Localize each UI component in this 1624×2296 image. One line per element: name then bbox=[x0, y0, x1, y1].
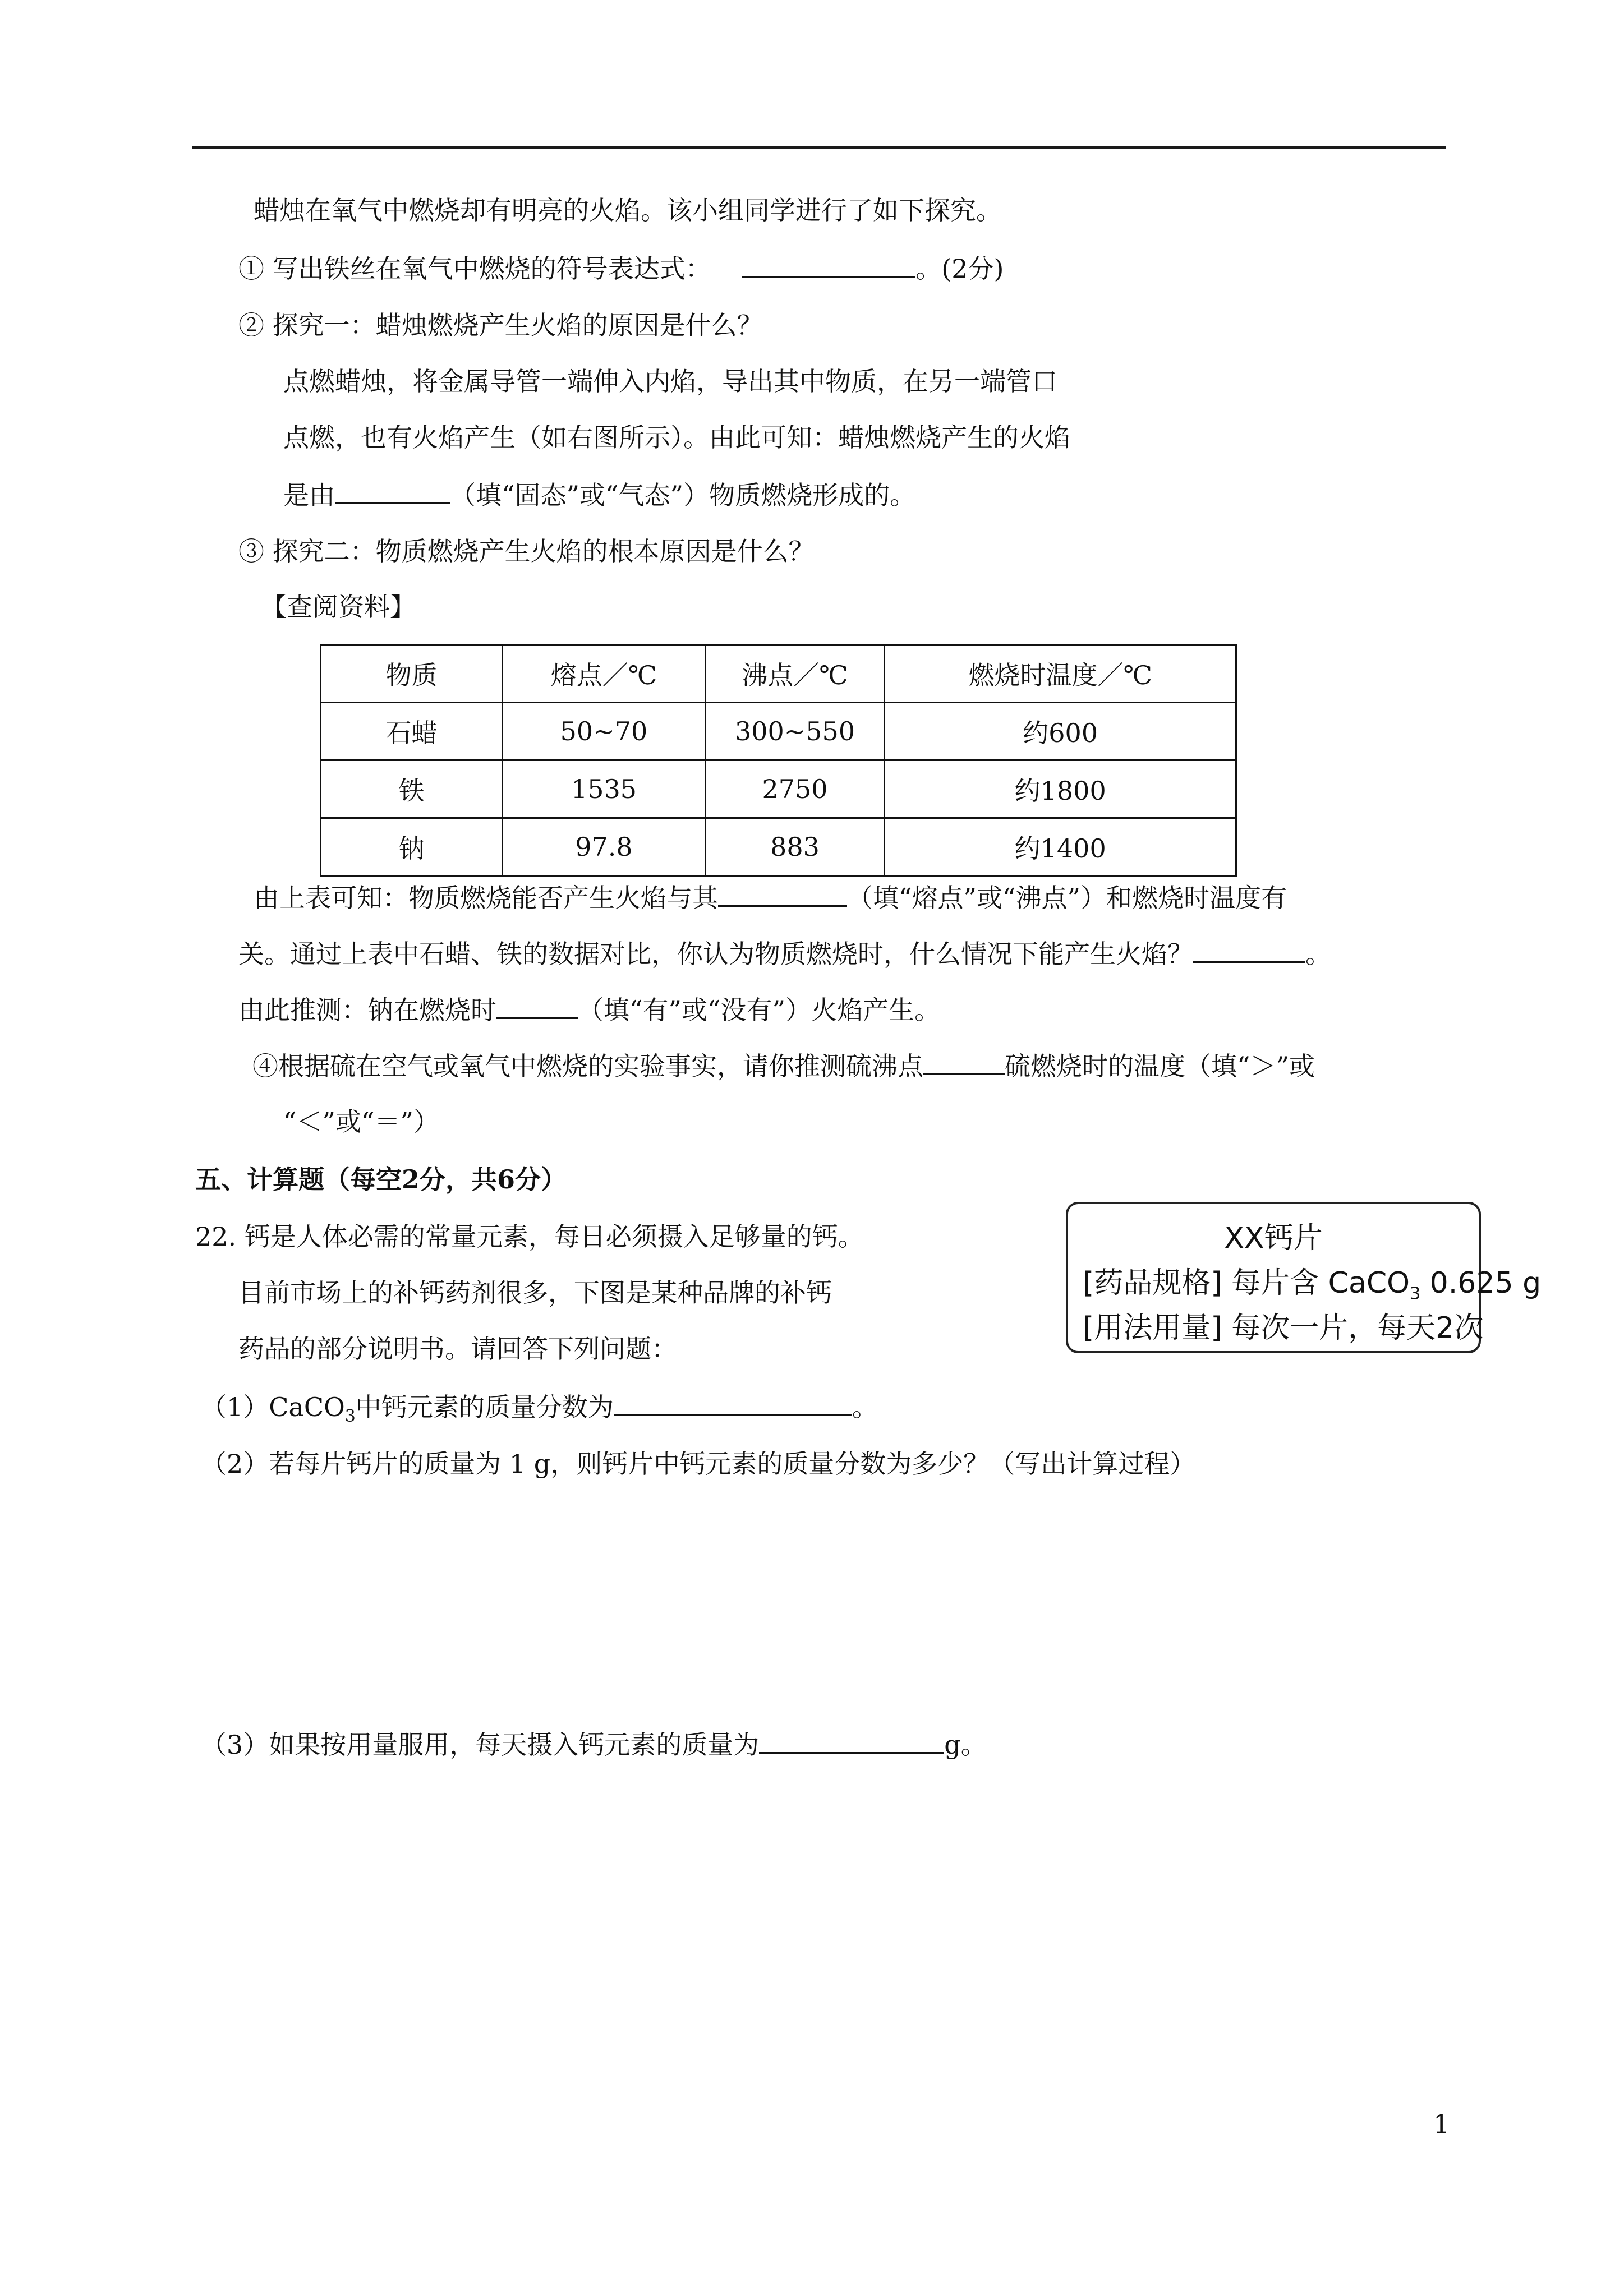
question-2-line-3 bbox=[283, 478, 915, 512]
part-2-line: （2）若每片钙片的质量为 1 g，则钙片中钙元素的质量分数为多少？（写出计算过程） bbox=[201, 1449, 1196, 1479]
part-1-answer-blank[interactable] bbox=[614, 1390, 852, 1416]
table-header-cell: 沸点／℃ bbox=[705, 645, 885, 703]
melting-boiling-answer-blank[interactable] bbox=[718, 880, 847, 907]
intro-text: 蜡烛在氧气中燃烧却有明亮的火焰。该小组同学进行了如下探究。 bbox=[254, 195, 1002, 225]
table-cell: 约1400 bbox=[885, 818, 1236, 876]
table-cell: 883 bbox=[705, 818, 885, 876]
table-row bbox=[321, 818, 1236, 876]
after-table-line-2-end: 。 bbox=[1305, 939, 1331, 969]
question-2-line-3-end: （填“固态”或“气态”）物质燃烧形成的。 bbox=[450, 480, 916, 510]
table-header-cell: 燃烧时温度／℃ bbox=[885, 645, 1236, 703]
medicine-spec-row bbox=[1083, 1259, 1541, 1303]
part-1-text: 中钙元素的质量分数为 bbox=[355, 1392, 614, 1422]
table-cell: 1535 bbox=[503, 760, 705, 818]
question-2-line-1: 点燃蜡烛，将金属导管一端伸入内焰，导出其中物质，在另一端管口 bbox=[283, 366, 1057, 397]
table-cell: 300~550 bbox=[705, 703, 885, 760]
question-3-title: 探究二：物质燃烧产生火焰的根本原因是什么？ bbox=[272, 536, 815, 566]
after-table-line-2-start: 关。通过上表中石蜡、铁的数据对比，你认为物质燃烧时，什么情况下能产生火焰？ bbox=[238, 939, 1193, 969]
header-rule bbox=[192, 146, 1446, 149]
table-header-row bbox=[321, 645, 1236, 703]
part-3-tail: g。 bbox=[944, 1730, 987, 1760]
question-3-title-line bbox=[238, 534, 815, 568]
medicine-usage-row bbox=[1083, 1304, 1483, 1346]
sulfur-compare-answer-blank[interactable] bbox=[923, 1049, 1005, 1075]
question-2-line-2: 点燃，也有火焰产生（如右图所示）。由此可知：蜡烛燃烧产生的火焰 bbox=[283, 422, 1070, 453]
question-4-start: ④根据硫在空气或氧气中燃烧的实验事实，请你推测硫沸点 bbox=[252, 1051, 923, 1081]
medicine-label-box bbox=[1066, 1202, 1542, 1353]
table-cell: 2750 bbox=[705, 760, 885, 818]
part-3-answer-blank[interactable] bbox=[759, 1727, 944, 1754]
question-2-title: 探究一：蜡烛燃烧产生火焰的原因是什么？ bbox=[272, 310, 763, 340]
part-3-line bbox=[201, 1727, 987, 1762]
question-2-answer-blank[interactable] bbox=[335, 478, 450, 504]
table-cell: 97.8 bbox=[503, 818, 705, 876]
after-table-line-3-end: （填“有”或“没有”）火焰产生。 bbox=[578, 995, 941, 1025]
question-1 bbox=[238, 251, 1004, 285]
question-2-number: ② bbox=[238, 310, 264, 340]
section-5-heading: 五、计算题（每空2分，共6分） bbox=[195, 1164, 567, 1195]
after-table-line-3 bbox=[238, 993, 940, 1027]
question-3-number: ③ bbox=[238, 536, 264, 566]
properties-table bbox=[320, 644, 1237, 877]
table-cell: 铁 bbox=[321, 760, 503, 818]
table-cell: 约600 bbox=[885, 703, 1236, 760]
question-4-line-2: “＜”或“＝”） bbox=[283, 1106, 440, 1137]
medicine-spec-formula: 每片含 CaCO bbox=[1231, 1266, 1410, 1300]
after-table-line-1-end: （填“熔点”或“沸点”）和燃烧时温度有 bbox=[847, 883, 1287, 913]
part-3-text: （3）如果按用量服用，每天摄入钙元素的质量为 bbox=[201, 1730, 760, 1760]
table-cell: 约1800 bbox=[885, 760, 1236, 818]
sodium-flame-answer-blank[interactable] bbox=[496, 993, 578, 1019]
part-1-tail: 。 bbox=[852, 1392, 878, 1422]
medicine-spec-label: [药品规格] bbox=[1083, 1266, 1222, 1300]
question-2-line-3-start: 是由 bbox=[283, 480, 335, 510]
flame-condition-answer-blank[interactable] bbox=[1193, 937, 1305, 963]
table-header-cell: 物质 bbox=[321, 645, 503, 703]
medicine-usage-value: 每次一片，每天2次 bbox=[1231, 1311, 1484, 1345]
page-number: 1 bbox=[1433, 2109, 1450, 2139]
medicine-spec-value: 0.625 g bbox=[1420, 1266, 1542, 1300]
table-cell: 50~70 bbox=[503, 703, 705, 760]
table-row bbox=[321, 760, 1236, 818]
question-1-number: ① bbox=[238, 253, 264, 284]
medicine-usage-label: [用法用量] bbox=[1083, 1311, 1222, 1345]
after-table-line-2 bbox=[238, 937, 1331, 971]
question-4-end: 硫燃烧时的温度（填“＞”或 bbox=[1005, 1051, 1315, 1081]
after-table-line-1-start: 由上表可知：物质燃烧能否产生火焰与其 bbox=[254, 883, 718, 913]
medicine-spec-subscript: 3 bbox=[1410, 1284, 1421, 1304]
question-4-line-1 bbox=[252, 1049, 1315, 1083]
part-1-formula: （1）CaCO bbox=[201, 1392, 345, 1422]
table-header-cell: 熔点／℃ bbox=[503, 645, 705, 703]
question-22-line-3: 药品的部分说明书。请回答下列问题： bbox=[238, 1334, 677, 1364]
part-1-line bbox=[201, 1390, 878, 1433]
reference-heading: 【查阅资料】 bbox=[261, 592, 416, 622]
question-1-answer-blank[interactable] bbox=[742, 251, 915, 278]
after-table-line-3-start: 由此推测：钠在燃烧时 bbox=[238, 995, 496, 1025]
question-22-line-1: 22. 钙是人体必需的常量元素，每日必须摄入足够量的钙。 bbox=[195, 1221, 864, 1252]
question-22-line-2: 目前市场上的补钙药剂很多，下图是某种品牌的补钙 bbox=[238, 1278, 832, 1308]
table-cell: 钠 bbox=[321, 818, 503, 876]
part-1-subscript: 3 bbox=[344, 1407, 356, 1427]
question-2-title-line bbox=[238, 308, 763, 342]
medicine-label-title: XX钙片 bbox=[1224, 1221, 1323, 1255]
question-1-tail: 。(2分) bbox=[915, 253, 1004, 284]
table-cell: 石蜡 bbox=[321, 703, 503, 760]
question-1-text: 写出铁丝在氧气中燃烧的符号表达式： bbox=[272, 253, 711, 284]
table-row bbox=[321, 703, 1236, 760]
after-table-line-1 bbox=[254, 880, 1287, 915]
